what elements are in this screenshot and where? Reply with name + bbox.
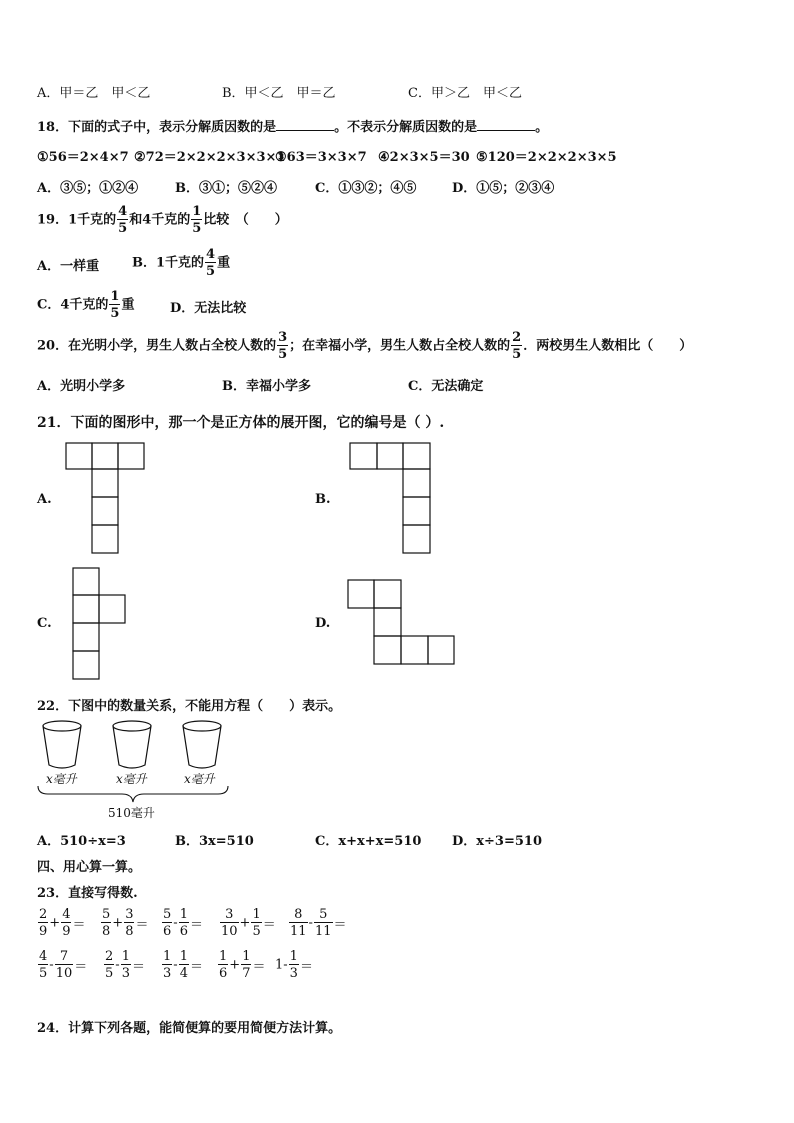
cup-label-2: x毫升 xyxy=(116,772,147,786)
q22-option-d: D．x÷3=510 xyxy=(452,834,542,849)
q19-fraction-1: $\frac{4}{5}$ xyxy=(118,204,128,236)
q17-option-c: C．甲＞乙 甲＜乙 xyxy=(408,86,522,101)
q18-end: 。 xyxy=(535,120,549,135)
q18-mid: 。不表示分解质因数的是 xyxy=(334,120,478,135)
q21-stem: 21．下面的图形中，那一个是正方体的展开图，它的编号是（ ）. xyxy=(37,415,445,431)
q19-text-2: 和4千克的 xyxy=(129,212,191,228)
q19-option-a: A．一样重 xyxy=(37,259,100,274)
q20-option-b: B．幸福小学多 xyxy=(222,379,311,394)
q18-prefix: 18．下面的式子中，表示分解质因数的是 xyxy=(37,120,277,135)
q21-label-d: D. xyxy=(315,616,331,631)
q22-option-b: B．3x=510 xyxy=(175,834,254,849)
q23-expr-2: $\frac{5}{8}$ + $\frac{3}{8}$ ＝ xyxy=(102,907,149,939)
q22-option-c: C．x+x+x=510 xyxy=(315,834,422,849)
q17-option-b: B．甲＜乙 甲＝乙 xyxy=(222,86,336,101)
q17-option-a: A．甲＝乙 甲＜乙 xyxy=(37,86,151,101)
q23-expr-10: 1- $\frac{1}{3}$ ＝ xyxy=(275,949,313,981)
q19-text-1: 19．1千克的 xyxy=(37,212,117,228)
q22-option-a: A．510÷x=3 xyxy=(37,834,126,849)
q22-stem: 22．下图中的数量关系，不能用方程（ ）表示。 xyxy=(37,699,342,714)
q18-option-b: B．③①；⑤②④ xyxy=(175,181,277,196)
q19-option-b-fraction: $\frac{4}{5}$ xyxy=(206,247,216,279)
q23-expr-1: $\frac{2}{9}$ + $\frac{4}{9}$ ＝ xyxy=(39,907,86,939)
cup-label-3: x毫升 xyxy=(184,772,215,786)
q23-expr-5: $\frac{8}{11}$ - $\frac{5}{11}$ ＝ xyxy=(290,907,347,939)
cup-icon-1 xyxy=(43,721,81,768)
q24-stem: 24．计算下列各题，能简便算的要用简便方法计算。 xyxy=(37,1021,342,1036)
q21-label-b: B. xyxy=(315,492,331,507)
q23-expr-6: $\frac{4}{5}$ - $\frac{7}{10}$ ＝ xyxy=(39,949,88,981)
q19-option-b: B．1千克的 $\frac{4}{5}$ 重 xyxy=(132,247,231,279)
q23-expr-4: $\frac{3}{10}$ + $\frac{1}{5}$ ＝ xyxy=(221,907,276,939)
cup-label-1: x毫升 xyxy=(46,772,77,786)
cup-icon-3 xyxy=(183,721,221,768)
q18-item-2: ②72＝2×2×2×3×3×1 xyxy=(134,150,286,165)
q18-item-3: ③63＝3×3×7 xyxy=(275,150,367,165)
q20-stem: 20．在光明小学，男生人数占全校人数的 $\frac{3}{5}$ ；在幸福小学，男生人数占全校人数的 $\frac{2}{5}$ ．两校男生人数相比（ ） xyxy=(37,330,693,362)
q20-option-c: C．无法确定 xyxy=(408,379,484,394)
q19-option-c: C．4千克的 $\frac{1}{5}$ 重 xyxy=(37,289,135,321)
q18-item-1: ①56＝2×4×7 xyxy=(37,150,129,165)
q18-item-4: ④2×3×5＝30 xyxy=(378,150,470,165)
q23-expr-3: $\frac{5}{6}$ - $\frac{1}{6}$ ＝ xyxy=(163,907,203,939)
q19-option-c-fraction: $\frac{1}{5}$ xyxy=(110,289,120,321)
q21-label-c: C. xyxy=(37,616,52,631)
q23-expr-7: $\frac{2}{5}$ - $\frac{1}{3}$ ＝ xyxy=(105,949,145,981)
q23-stem: 23．直接写得数. xyxy=(37,886,138,901)
section-4-title: 四、用心算一算。 xyxy=(37,860,142,875)
q19-fraction-2: $\frac{1}{5}$ xyxy=(192,204,202,236)
q23-expr-9: $\frac{1}{6}$ + $\frac{1}{7}$ ＝ xyxy=(219,949,266,981)
q18-option-d: D．①⑤；②③④ xyxy=(452,181,555,196)
total-label: 510毫升 xyxy=(108,806,155,820)
q18-option-a: A．③⑤；①②④ xyxy=(37,181,139,196)
q19-option-d: D．无法比较 xyxy=(170,301,247,316)
total-brace xyxy=(38,786,228,802)
q20-option-a: A．光明小学多 xyxy=(37,379,126,394)
cup-icon-2 xyxy=(113,721,151,768)
q20-fraction-2: $\frac{2}{5}$ xyxy=(512,330,522,362)
q18-option-c: C．①③②；④⑤ xyxy=(315,181,417,196)
q20-fraction-1: $\frac{3}{5}$ xyxy=(278,330,288,362)
q23-expr-8: $\frac{1}{3}$ - $\frac{1}{4}$ ＝ xyxy=(163,949,203,981)
q19-text-3: 比较 （ ） xyxy=(203,212,288,228)
q21-label-a: A. xyxy=(37,492,52,507)
q18-item-5: ⑤120＝2×2×2×3×5 xyxy=(476,150,617,165)
